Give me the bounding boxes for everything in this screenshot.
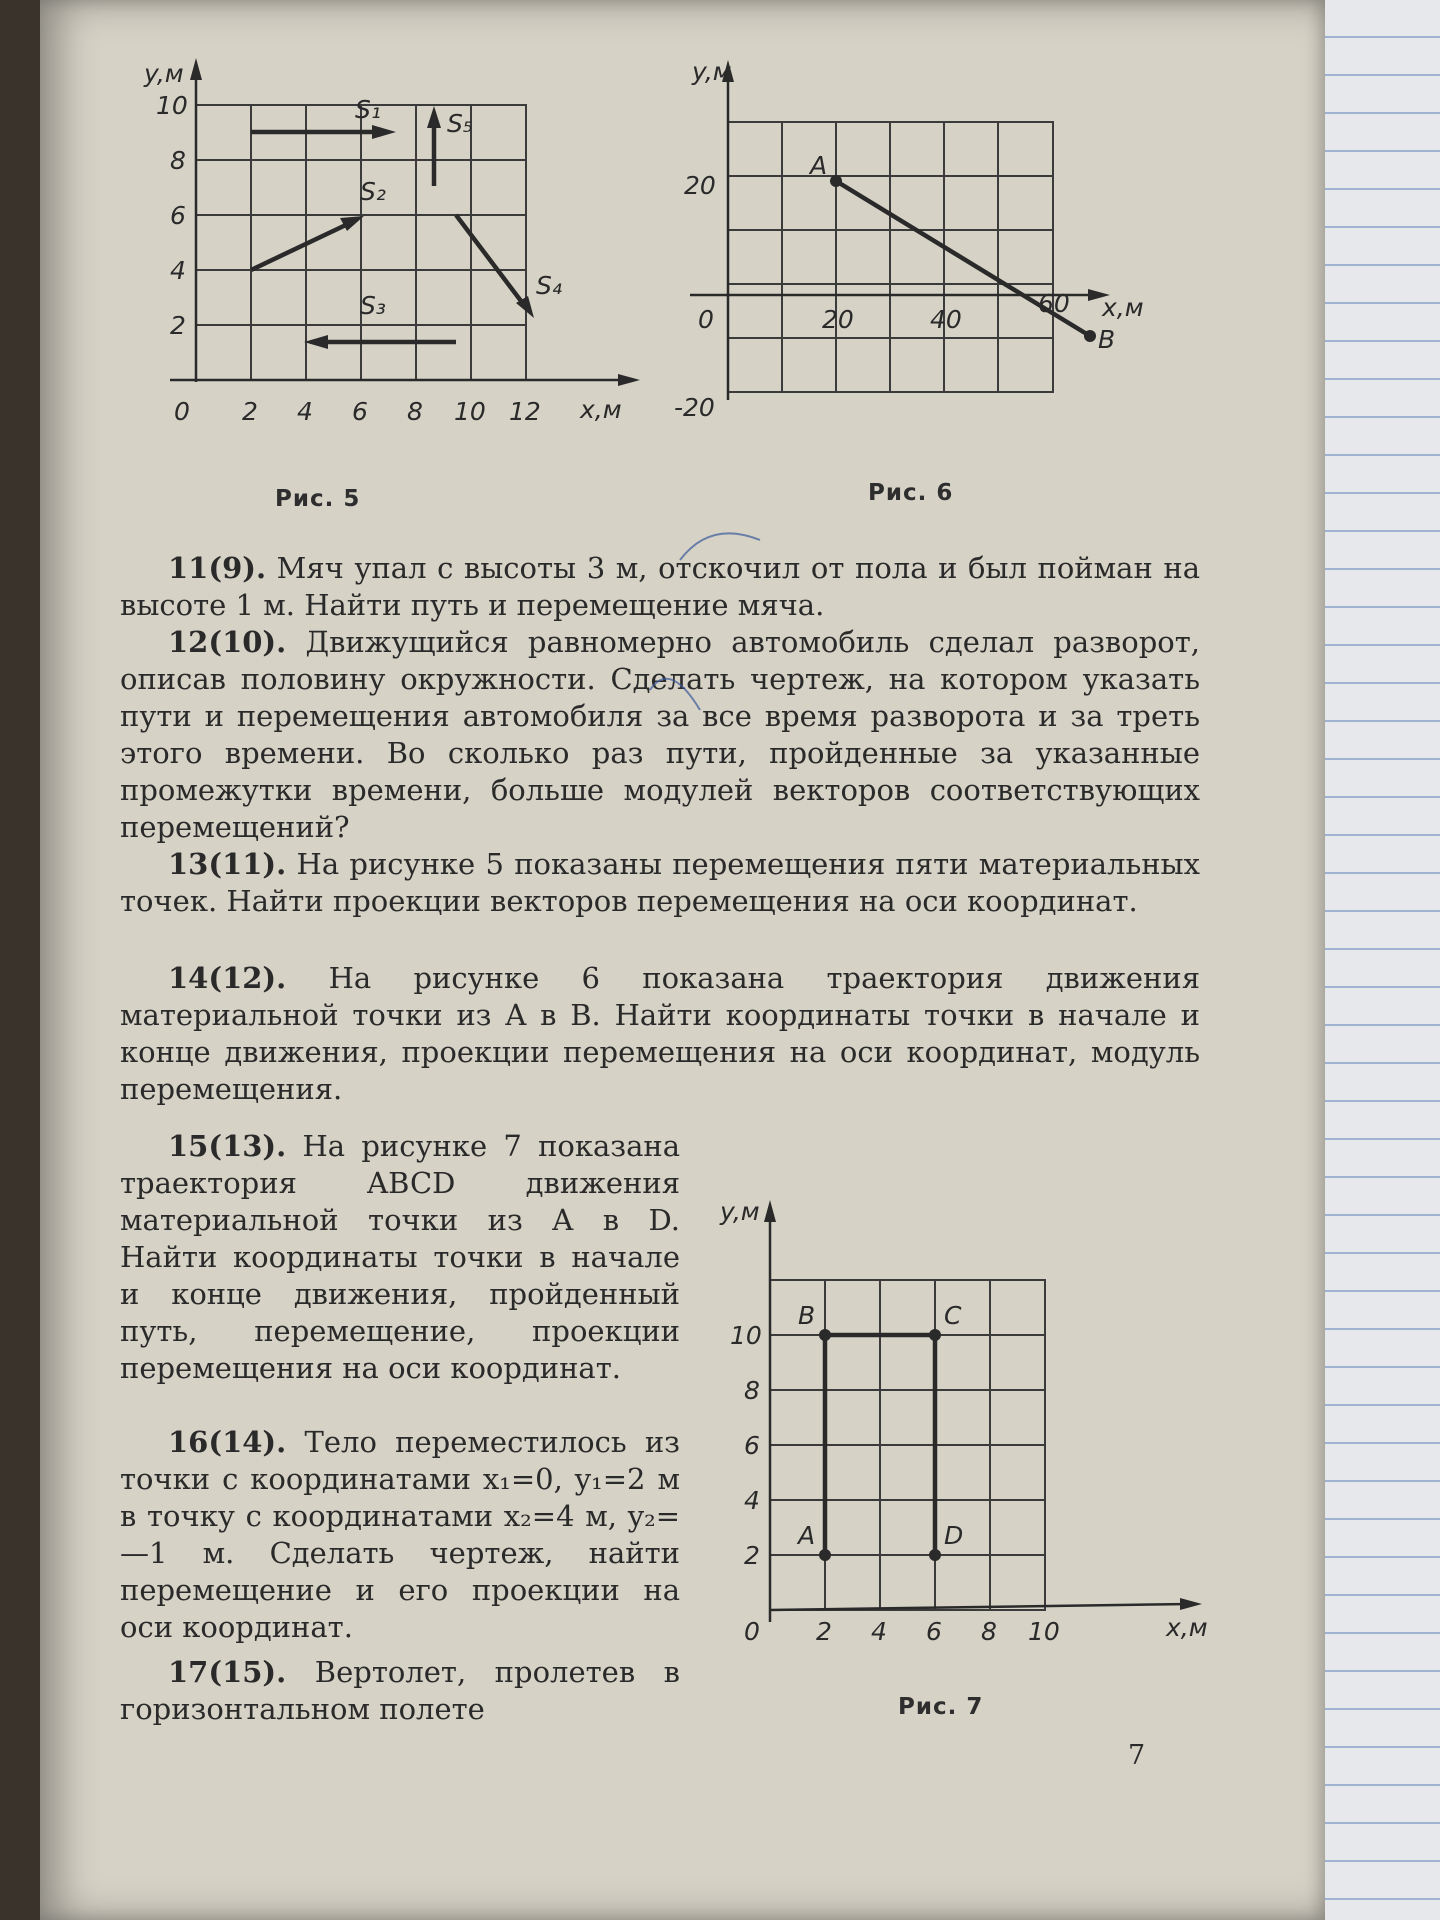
problem-14-text: На рисунке 6 показана траектория движения материальной точки из A в B. Найти координаты точки в начале и конце движения, проекции перемещения на оси координат, модуль перемещения. (120, 961, 1200, 1106)
fig5-y-tick: 2 (170, 311, 186, 340)
fig6-grid (728, 122, 1053, 392)
vector-s1-label: S₁ (355, 95, 381, 124)
problem-15-text: На рисунке 7 показана траектория ABCD движения материальной точки из A в D. Найти координаты точки в начале и конце движения, пройденный путь, перемещение, проекции перемещения на оси координат. (120, 1129, 680, 1385)
fig5-x-tick: 2 (242, 397, 258, 426)
page-number: 7 (1128, 1740, 1146, 1771)
fig5-x-tick: 8 (407, 397, 423, 426)
problem-17-number: 17(15). (168, 1655, 287, 1689)
fig7-x-tick: 6 (926, 1617, 942, 1646)
fig6-y-tick: 20 (684, 171, 716, 200)
figure-7-caption: Рис. 7 (898, 1694, 984, 1720)
problem-12-number: 12(10). (168, 625, 287, 659)
fig5-y-tick: 4 (170, 256, 186, 285)
vector-s1 (251, 125, 396, 139)
fig7-y-tick: 4 (744, 1486, 760, 1515)
problem-11-text: Мяч упал с высоты 3 м, отскочил от пола и был пойман на высоте 1 м. Найти путь и перемещение мяча. (120, 551, 1200, 622)
fig5-origin-label: 0 (174, 397, 190, 426)
fig6-x-axis-label: x,м (1102, 293, 1144, 322)
fig5-y-tick: 8 (170, 146, 186, 175)
problem-16 (120, 1424, 680, 1646)
fig7-y-tick: 6 (744, 1431, 760, 1460)
point-a-label: A (798, 1521, 816, 1550)
vector-s4-label: S₄ (536, 271, 562, 300)
problem-15-number: 15(13). (168, 1129, 287, 1163)
point-a-label: A (810, 151, 828, 180)
point-b-label: B (798, 1301, 816, 1330)
problem-15 (120, 1128, 680, 1387)
book-page (40, 0, 1325, 1920)
problem-14-number: 14(12). (168, 961, 287, 995)
fig7-y-tick: 8 (744, 1376, 760, 1405)
fig5-x-tick: 6 (352, 397, 368, 426)
fig7-y-axis-label: y,м (720, 1197, 760, 1226)
fig6-y-tick: -20 (674, 393, 715, 422)
fig7-x-tick: 2 (816, 1617, 832, 1646)
fig6-origin-label: 0 (698, 305, 714, 334)
point-d-label: D (944, 1521, 964, 1550)
point-c-label: C (944, 1301, 962, 1330)
problem-13 (120, 846, 1200, 920)
fig6-x-tick: 20 (822, 305, 854, 334)
problem-13-text: На рисунке 5 показаны перемещения пяти материальных точек. Найти проекции векторов перемещения на оси координат. (120, 847, 1200, 918)
figure-5-caption: Рис. 5 (275, 486, 361, 512)
problem-16-text: Тело переместилось из точки с координатами x₁=0, y₁=2 м в точку с координатами x₂=4 м, y₂=—1 м. Сделать чертеж, найти перемещение и его проекции на оси координат. (120, 1425, 680, 1644)
problem-11-number: 11(9). (168, 551, 267, 585)
vector-s5 (427, 106, 441, 186)
fig5-x-tick: 12 (509, 397, 541, 426)
fig7-x-axis-label: x,м (1166, 1613, 1208, 1642)
problem-17-text: Вертолет, пролетев в горизонтальном полете (120, 1655, 680, 1726)
fig7-x-tick: 4 (871, 1617, 887, 1646)
fig6-y-axis-label: y,м (692, 57, 732, 86)
fig7-y-tick: 10 (730, 1321, 762, 1350)
figure-6 (670, 50, 1170, 430)
fig7-origin-label: 0 (744, 1617, 760, 1646)
fig5-axes (170, 58, 640, 386)
problem-13-number: 13(11). (168, 847, 287, 881)
figure-7 (700, 1190, 1220, 1660)
fig5-x-tick: 4 (297, 397, 313, 426)
vector-s2-label: S₂ (360, 177, 386, 206)
fig5-x-axis-label: x,м (580, 395, 622, 424)
problem-12-text: Движущийся равномерно автомобиль сделал разворот, описав половину окружности. Сделать чертеж, на котором указать пути и перемещения автомобиля за все время разворота и за треть этого времени. Во сколько раз пути, пройденные за указанные промежутки времени, больше модулей векторов соответствующих перемещений? (120, 625, 1201, 844)
vector-s2 (251, 216, 364, 270)
pen-marks (640, 520, 860, 720)
fig5-y-tick: 6 (170, 201, 186, 230)
fig5-y-tick: 10 (156, 91, 188, 120)
trajectory-ab (830, 175, 1096, 342)
vector-s3 (304, 335, 456, 349)
vector-s3-label: S₃ (360, 291, 386, 320)
fig7-x-tick: 8 (981, 1617, 997, 1646)
vector-s4 (456, 215, 534, 318)
fig5-y-axis-label: y,м (144, 59, 184, 88)
fig6-x-tick: 60 (1038, 289, 1070, 318)
figure-5 (140, 50, 660, 430)
problem-16-number: 16(14). (168, 1425, 287, 1459)
problem-17 (120, 1654, 680, 1728)
problem-14 (120, 960, 1200, 1108)
fig5-x-tick: 10 (454, 397, 486, 426)
fig7-y-tick: 2 (744, 1541, 760, 1570)
fig7-x-tick: 10 (1028, 1617, 1060, 1646)
point-b-label: B (1098, 325, 1116, 354)
fig6-x-tick: 40 (930, 305, 962, 334)
vector-s5-label: S₅ (447, 109, 473, 138)
figure-6-caption: Рис. 6 (868, 480, 954, 506)
